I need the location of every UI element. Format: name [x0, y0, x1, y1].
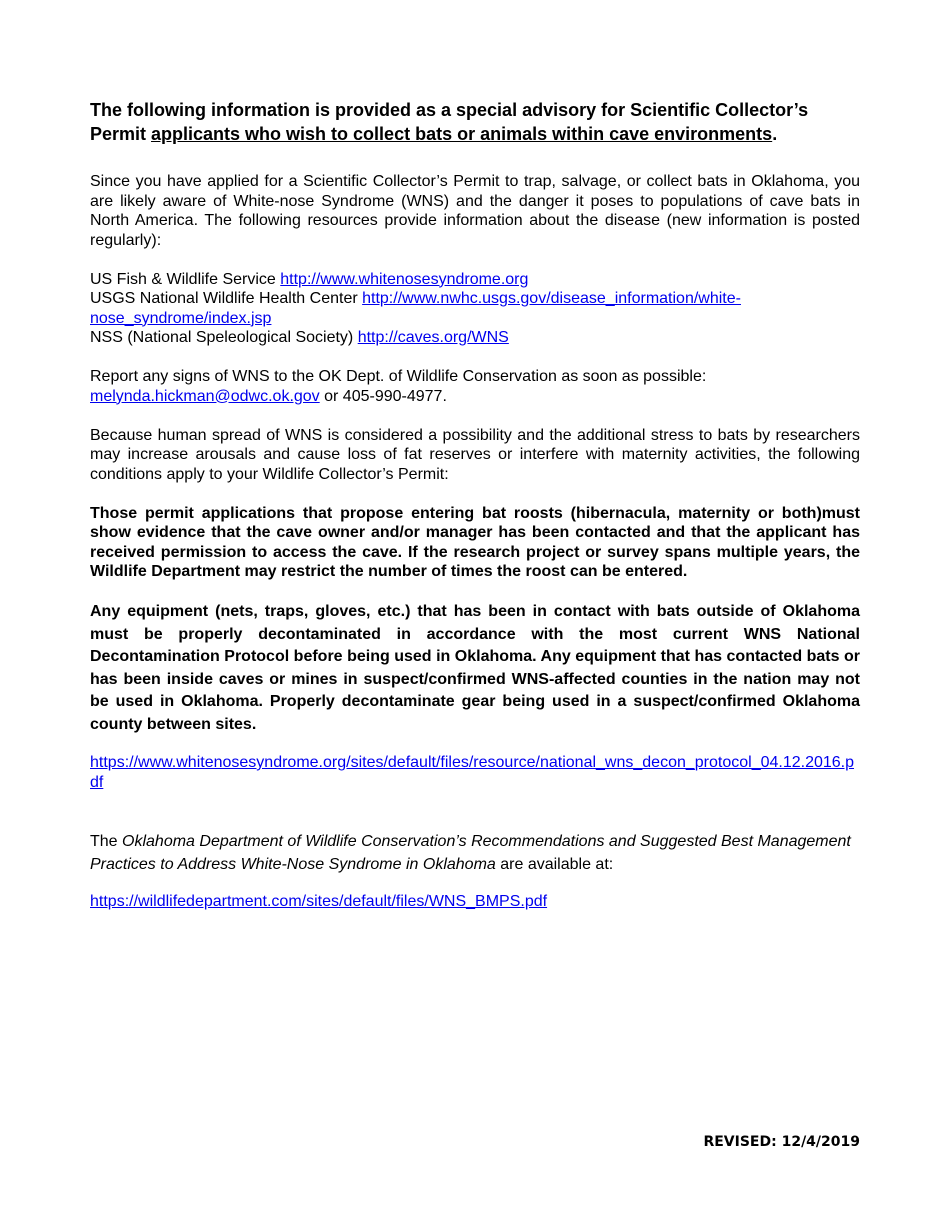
- resource-label: US Fish & Wildlife Service: [90, 270, 281, 288]
- email-link[interactable]: melynda.hickman@odwc.ok.gov: [90, 387, 320, 405]
- report-section: [90, 367, 860, 406]
- intro-paragraph: Since you have applied for a Scientific Collector’s Permit to trap, salvage, or collect bats in Oklahoma, you are likely aware of White-nose Syndrome (WNS) and the danger it poses to populations of cave bats in North America. The following resources provide information about the disease (new information is posted regularly):: [90, 173, 860, 249]
- bmp-paragraph: [90, 831, 860, 876]
- condition-equipment-paragraph: Any equipment (nets, traps, gloves, etc.) that has been in contact with bats outside of Oklahoma must be properly decontaminated in accordance with the most current WNS National Decontamination Protocol before being used in Oklahoma. Any equipment that has contacted bats or has been inside caves or mines in suspect/confirmed WNS-affected counties in the nation may not be used in Oklahoma. Properly decontaminate gear being used in a suspect/confirmed Oklahoma county between sites.: [90, 603, 860, 733]
- nss-link[interactable]: http://caves.org/WNS: [357, 329, 509, 346]
- resource-item: [90, 289, 860, 328]
- heading-period: .: [772, 124, 778, 144]
- protocol-link-paragraph: [90, 753, 860, 792]
- advisory-heading: [90, 98, 860, 146]
- bmp-title: Oklahoma Department of Wildlife Conservation’s Recommendations and Suggested Best Management Practices to Address White-Nose Syndrome in Oklahoma: [90, 833, 851, 873]
- heading-underlined-text: applicants who wish to collect bats or animals within cave environments: [151, 124, 773, 144]
- bmp-prefix: The: [90, 833, 123, 850]
- resource-label: NSS (National Speleological Society): [90, 329, 358, 346]
- report-contact: [90, 387, 860, 407]
- bmp-link-paragraph: [90, 892, 860, 912]
- revised-date: REVISED: 12/4/2019: [703, 1134, 860, 1150]
- resource-item: [90, 328, 860, 348]
- conditions-intro-paragraph: Because human spread of WNS is considered a possibility and the additional stress to bats by researchers may increase arousals and cause loss of fat reserves or interfere with maternity activities, the following conditions apply to your Wildlife Collector’s Permit:: [90, 426, 860, 483]
- usfws-link[interactable]: http://www.whitenosesyndrome.org: [280, 270, 529, 288]
- phone-text: or 405-990-4977.: [319, 387, 447, 405]
- resources-list: [90, 270, 860, 348]
- heading-text: The following information is provided as a special advisory for Scientific Collector’s Permit: [90, 100, 809, 144]
- condition-roost-paragraph: Those permit applications that propose entering bat roosts (hibernacula, maternity or both)must show evidence that the cave owner and/or manager has been contacted and that the applicant has received permission to access the cave. If the research project or survey spans multiple years, the Wildlife Department may restrict the number of times the roost can be entered.: [90, 504, 860, 580]
- decon-protocol-link[interactable]: https://www.whitenosesyndrome.org/sites/default/files/resource/national_wns_decon_protocol_04.12.2016.pdf: [90, 754, 855, 791]
- bmp-suffix: are available at:: [495, 855, 614, 873]
- bmp-link[interactable]: https://wildlifedepartment.com/sites/default/files/WNS_BMPS.pdf: [90, 893, 548, 910]
- document-page: [90, 98, 860, 912]
- report-text: Report any signs of WNS to the OK Dept. of Wildlife Conservation as soon as possible:: [90, 368, 707, 385]
- resource-item: [90, 270, 860, 290]
- resource-label: USGS National Wildlife Health Center: [90, 290, 363, 307]
- usgs-link[interactable]: http://www.nwhc.usgs.gov/disease_information/white-nose_syndrome/index.jsp: [90, 290, 741, 327]
